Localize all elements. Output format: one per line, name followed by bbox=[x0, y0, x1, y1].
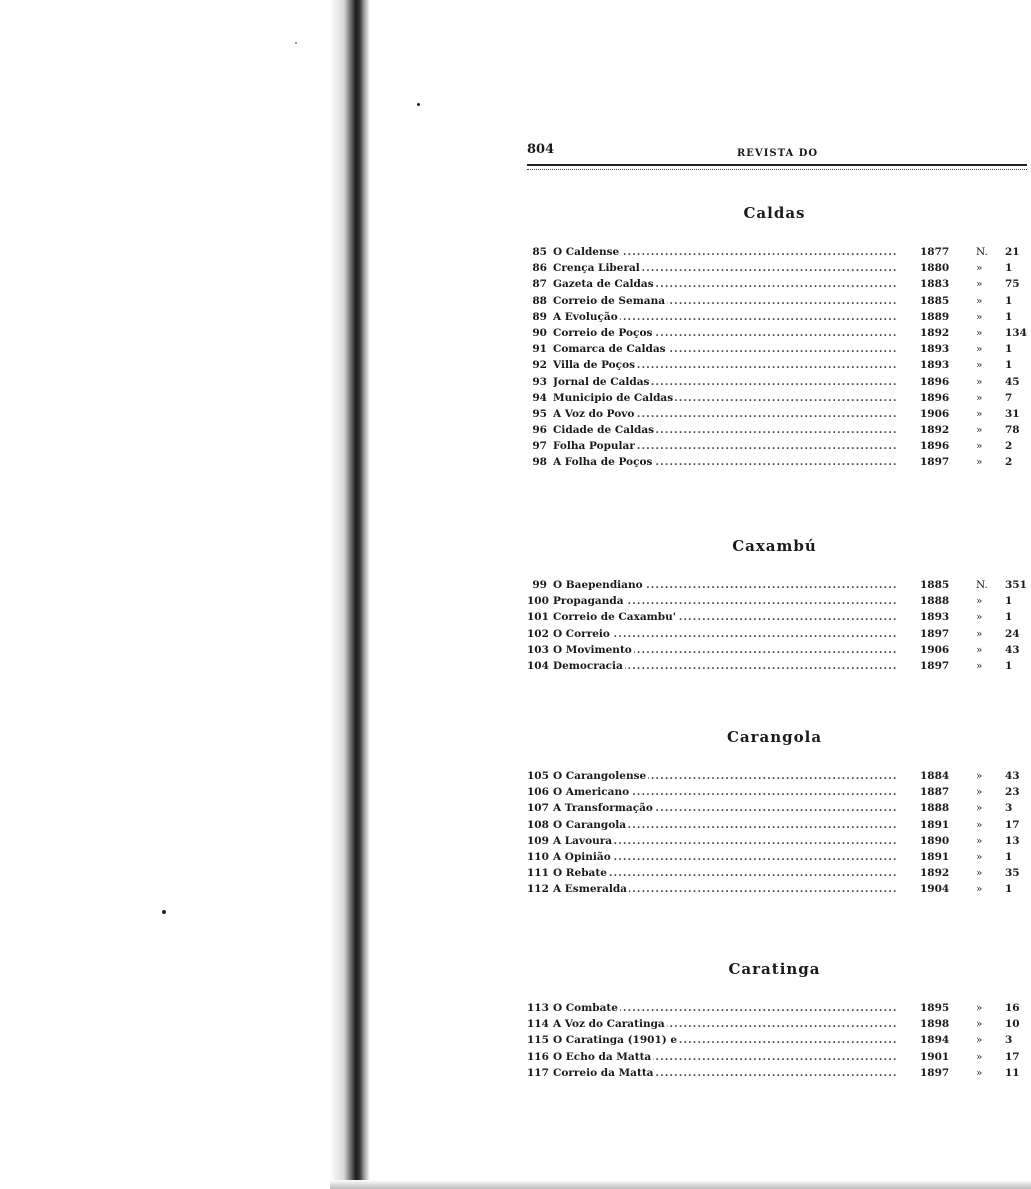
entry-number: 103 bbox=[527, 643, 549, 656]
entry-title-leader bbox=[553, 849, 897, 865]
entry-mark: » bbox=[976, 310, 983, 323]
list-item bbox=[527, 865, 1027, 881]
entry-list bbox=[527, 244, 1027, 471]
entry-mark: » bbox=[976, 407, 983, 420]
entry-mark: » bbox=[976, 391, 983, 404]
entry-title: Municipio de Caldas bbox=[553, 391, 674, 404]
list-item bbox=[527, 422, 1027, 438]
running-head: REVISTA DO bbox=[737, 148, 819, 159]
entry-title: Correio de Caxambu' bbox=[553, 611, 676, 624]
entry-count: 17 bbox=[1005, 818, 1020, 831]
book-gutter-shadow bbox=[330, 0, 370, 1189]
entry-mark: » bbox=[976, 867, 983, 880]
entry-year: 1894 bbox=[920, 1034, 950, 1047]
entry-number: 100 bbox=[527, 595, 549, 608]
entry-title: Jornal de Caldas bbox=[553, 375, 650, 388]
entry-title: O Americano bbox=[553, 786, 630, 799]
entry-number: 87 bbox=[532, 278, 547, 291]
entry-count: 16 bbox=[1005, 1002, 1020, 1014]
entry-count: 2 bbox=[1005, 440, 1013, 453]
list-item bbox=[527, 817, 1027, 833]
entry-title-leader bbox=[553, 260, 897, 276]
entry-count: 1 bbox=[1005, 659, 1013, 672]
entry-title-leader bbox=[553, 800, 897, 816]
entry-mark: » bbox=[976, 595, 983, 608]
header-rule bbox=[527, 164, 1027, 170]
entry-count: 1 bbox=[1005, 359, 1013, 372]
entry-mark: » bbox=[976, 343, 983, 356]
entry-mark: » bbox=[976, 424, 983, 437]
list-item bbox=[527, 406, 1027, 422]
list-item bbox=[527, 577, 1027, 593]
entry-mark: » bbox=[976, 643, 983, 656]
entry-title: O Rebate bbox=[553, 867, 607, 880]
entry-year: 1884 bbox=[920, 770, 950, 782]
document-page bbox=[527, 140, 1027, 1079]
entry-number: 106 bbox=[527, 786, 549, 799]
entry-number: 88 bbox=[532, 294, 547, 307]
entry-mark: » bbox=[976, 456, 983, 469]
entry-mark: » bbox=[976, 627, 983, 640]
entry-title-leader bbox=[553, 817, 897, 833]
entry-number: 91 bbox=[532, 343, 547, 356]
entry-mark: » bbox=[976, 802, 983, 815]
entry-year: 1896 bbox=[920, 440, 950, 453]
entry-count: 21 bbox=[1005, 246, 1020, 258]
entry-count: 1 bbox=[1005, 595, 1013, 608]
entry-title: Correio de Poços bbox=[553, 326, 653, 339]
entry-year: 1885 bbox=[920, 294, 950, 307]
entry-title-leader bbox=[553, 325, 897, 341]
entry-number: 96 bbox=[532, 424, 547, 437]
entry-title-leader bbox=[553, 833, 897, 849]
entry-number: 108 bbox=[527, 818, 549, 831]
entry-title: Correio de Semana bbox=[553, 294, 666, 307]
entry-title-leader bbox=[553, 406, 897, 422]
entry-mark: » bbox=[976, 440, 983, 453]
list-item bbox=[527, 658, 1027, 674]
section bbox=[527, 537, 1027, 674]
entry-title: Comarca de Caldas bbox=[553, 343, 666, 356]
entry-mark: » bbox=[976, 1002, 983, 1014]
entry-title-leader bbox=[553, 1016, 897, 1032]
section-title: Caldas bbox=[743, 204, 806, 222]
entry-title: O Movimento bbox=[553, 643, 632, 656]
entry-title: Cidade de Caldas bbox=[553, 424, 655, 437]
entry-year: 1888 bbox=[920, 802, 950, 815]
entry-title: O Correio bbox=[553, 627, 610, 640]
list-item bbox=[527, 309, 1027, 325]
entry-title: A Transformação bbox=[553, 802, 653, 815]
entry-number: 105 bbox=[527, 770, 549, 782]
entry-title: A Evolução bbox=[553, 310, 618, 323]
entry-number: 89 bbox=[532, 310, 547, 323]
entry-number: 97 bbox=[532, 440, 547, 453]
entry-title-leader bbox=[553, 422, 897, 438]
entry-year: 1897 bbox=[920, 1066, 950, 1079]
list-item bbox=[527, 626, 1027, 642]
entry-count: 13 bbox=[1005, 834, 1020, 847]
list-item bbox=[527, 244, 1027, 260]
list-item bbox=[527, 276, 1027, 292]
entry-count: 45 bbox=[1005, 375, 1020, 388]
entry-year: 1892 bbox=[920, 867, 950, 880]
entry-title-leader bbox=[553, 309, 897, 325]
entry-mark: » bbox=[976, 359, 983, 372]
section-title: Caratinga bbox=[728, 960, 821, 978]
entry-count: 134 bbox=[1005, 326, 1027, 339]
entry-title-leader bbox=[553, 784, 897, 800]
entry-title-leader bbox=[553, 1032, 897, 1048]
entry-number: 113 bbox=[527, 1002, 549, 1014]
entry-number: 117 bbox=[527, 1066, 549, 1079]
entry-title: A Opinião bbox=[553, 850, 611, 863]
entry-year: 1891 bbox=[920, 850, 950, 863]
entry-number: 114 bbox=[527, 1018, 549, 1031]
entry-year: 1877 bbox=[920, 246, 950, 258]
entry-title-leader bbox=[553, 454, 897, 470]
list-item bbox=[527, 609, 1027, 625]
entry-number: 85 bbox=[532, 246, 547, 258]
entry-title: Democracia bbox=[553, 659, 623, 672]
entry-number: 92 bbox=[532, 359, 547, 372]
entry-year: 1889 bbox=[920, 310, 950, 323]
ink-speck bbox=[162, 910, 166, 914]
entry-title-leader bbox=[553, 865, 897, 881]
entry-mark: » bbox=[976, 294, 983, 307]
entry-title-leader bbox=[553, 881, 897, 897]
entry-mark: » bbox=[976, 1018, 983, 1031]
entry-number: 95 bbox=[532, 407, 547, 420]
entry-count: 43 bbox=[1005, 770, 1020, 782]
entry-count: 1 bbox=[1005, 850, 1013, 863]
entry-title-leader bbox=[553, 642, 897, 658]
entry-title-leader bbox=[553, 438, 897, 454]
entry-year: 1885 bbox=[920, 579, 950, 591]
entry-number: 99 bbox=[532, 579, 547, 591]
entry-title-leader bbox=[553, 390, 897, 406]
entry-number: 110 bbox=[527, 850, 549, 863]
entry-mark: » bbox=[976, 770, 983, 782]
entry-count: 3 bbox=[1005, 802, 1013, 815]
entry-title-leader bbox=[553, 593, 897, 609]
entry-year: 1892 bbox=[920, 326, 950, 339]
list-item bbox=[527, 1049, 1027, 1065]
entry-mark: » bbox=[976, 1050, 983, 1063]
entry-mark: » bbox=[976, 278, 983, 291]
ink-speck bbox=[417, 103, 420, 106]
entry-count: 351 bbox=[1005, 579, 1027, 591]
entry-title-leader bbox=[553, 244, 897, 260]
entry-title: A Voz do Caratinga bbox=[553, 1018, 665, 1031]
entry-year: 1888 bbox=[920, 595, 950, 608]
entry-count: 24 bbox=[1005, 627, 1020, 640]
entry-mark: » bbox=[976, 326, 983, 339]
entry-count: 1 bbox=[1005, 883, 1013, 896]
list-item bbox=[527, 833, 1027, 849]
entry-title: A Lavoura bbox=[553, 834, 613, 847]
list-item bbox=[527, 390, 1027, 406]
entry-title: Propaganda bbox=[553, 595, 624, 608]
entry-count: 11 bbox=[1005, 1066, 1020, 1079]
entry-year: 1896 bbox=[920, 375, 950, 388]
entry-number: 102 bbox=[527, 627, 549, 640]
entry-count: 78 bbox=[1005, 424, 1020, 437]
entry-mark: » bbox=[976, 375, 983, 388]
entry-mark: » bbox=[976, 1066, 983, 1079]
entry-count: 1 bbox=[1005, 611, 1013, 624]
entry-count: 7 bbox=[1005, 391, 1013, 404]
entry-count: 35 bbox=[1005, 867, 1020, 880]
entry-title: Gazeta de Caldas bbox=[553, 278, 654, 291]
entry-count: 23 bbox=[1005, 786, 1020, 799]
list-item bbox=[527, 849, 1027, 865]
entry-year: 1883 bbox=[920, 278, 950, 291]
entry-number: 112 bbox=[527, 883, 549, 896]
entry-mark: » bbox=[976, 611, 983, 624]
entry-title: A Voz do Povo bbox=[553, 407, 635, 420]
list-item bbox=[527, 1065, 1027, 1081]
section bbox=[527, 204, 1027, 471]
entry-count: 43 bbox=[1005, 643, 1020, 656]
entry-list bbox=[527, 577, 1027, 674]
entry-number: 109 bbox=[527, 834, 549, 847]
entry-year: 1893 bbox=[920, 343, 950, 356]
entry-year: 1891 bbox=[920, 818, 950, 831]
list-item bbox=[527, 593, 1027, 609]
entry-title: A Folha de Poços bbox=[553, 456, 653, 469]
entry-mark: » bbox=[976, 834, 983, 847]
entry-year: 1897 bbox=[920, 627, 950, 640]
entry-count: 10 bbox=[1005, 1018, 1020, 1031]
entry-year: 1896 bbox=[920, 391, 950, 404]
entry-title-leader bbox=[553, 341, 897, 357]
entry-count: 3 bbox=[1005, 1034, 1013, 1047]
list-item bbox=[527, 642, 1027, 658]
list-item bbox=[527, 357, 1027, 373]
entry-title-leader bbox=[553, 1049, 897, 1065]
section bbox=[527, 960, 1027, 1081]
entry-mark: » bbox=[976, 659, 983, 672]
entry-year: 1904 bbox=[920, 883, 950, 896]
entry-title-leader bbox=[553, 768, 897, 784]
entry-year: 1898 bbox=[920, 1018, 950, 1031]
list-item bbox=[527, 260, 1027, 276]
entry-count: 1 bbox=[1005, 262, 1013, 275]
entry-title-leader bbox=[553, 609, 897, 625]
entry-year: 1890 bbox=[920, 834, 950, 847]
entry-title-leader bbox=[553, 1065, 897, 1081]
entry-title: O Caratinga (1901) e bbox=[553, 1034, 678, 1047]
entry-year: 1897 bbox=[920, 659, 950, 672]
entry-title-leader bbox=[553, 293, 897, 309]
section-title: Carangola bbox=[726, 728, 823, 746]
entry-number: 90 bbox=[532, 326, 547, 339]
entry-title: O Baependiano bbox=[553, 579, 643, 591]
entry-mark: N. bbox=[976, 579, 988, 591]
list-item bbox=[527, 784, 1027, 800]
list-item bbox=[527, 800, 1027, 816]
section-title: Caxambú bbox=[732, 537, 817, 555]
entry-title: O Carangolense bbox=[553, 770, 647, 782]
entry-mark: » bbox=[976, 1034, 983, 1047]
entry-title: A Esmeralda bbox=[553, 883, 627, 896]
entry-number: 94 bbox=[532, 391, 547, 404]
entry-year: 1906 bbox=[920, 643, 950, 656]
page-header bbox=[527, 140, 1027, 162]
entry-number: 101 bbox=[527, 611, 549, 624]
entry-year: 1901 bbox=[920, 1050, 950, 1063]
entry-title-leader bbox=[553, 276, 897, 292]
entry-count: 31 bbox=[1005, 407, 1020, 420]
entry-mark: N. bbox=[976, 246, 988, 258]
list-item bbox=[527, 881, 1027, 897]
entry-year: 1893 bbox=[920, 359, 950, 372]
entry-title-leader bbox=[553, 658, 897, 674]
entry-mark: » bbox=[976, 818, 983, 831]
entry-mark: » bbox=[976, 850, 983, 863]
entry-title: Crença Liberal bbox=[553, 262, 640, 275]
list-item bbox=[527, 768, 1027, 784]
entry-year: 1892 bbox=[920, 424, 950, 437]
entry-title: O Caldense bbox=[553, 246, 620, 258]
entry-list bbox=[527, 768, 1027, 898]
entry-title: Correio da Matta bbox=[553, 1066, 654, 1079]
entry-mark: » bbox=[976, 883, 983, 896]
entry-mark: » bbox=[976, 262, 983, 275]
section bbox=[527, 728, 1027, 898]
entry-title: O Carangola bbox=[553, 818, 627, 831]
entry-mark: » bbox=[976, 786, 983, 799]
entry-count: 1 bbox=[1005, 294, 1013, 307]
entry-number: 93 bbox=[532, 375, 547, 388]
entry-title: Villa de Poços bbox=[553, 359, 635, 372]
entry-number: 116 bbox=[527, 1050, 549, 1063]
entry-year: 1897 bbox=[920, 456, 950, 469]
entry-number: 111 bbox=[527, 867, 549, 880]
entry-number: 115 bbox=[527, 1034, 549, 1047]
entry-year: 1880 bbox=[920, 262, 950, 275]
entry-title-leader bbox=[553, 577, 897, 593]
entry-title-leader bbox=[553, 1000, 897, 1016]
list-item bbox=[527, 293, 1027, 309]
entry-title: O Echo da Matta bbox=[553, 1050, 652, 1063]
list-item bbox=[527, 341, 1027, 357]
ink-speck bbox=[295, 42, 297, 44]
list-item bbox=[527, 454, 1027, 470]
entry-title-leader bbox=[553, 357, 897, 373]
entry-title-leader bbox=[553, 626, 897, 642]
list-item bbox=[527, 325, 1027, 341]
entry-count: 1 bbox=[1005, 310, 1013, 323]
entry-year: 1887 bbox=[920, 786, 950, 799]
entry-count: 2 bbox=[1005, 456, 1013, 469]
entry-count: 17 bbox=[1005, 1050, 1020, 1063]
entry-list bbox=[527, 1000, 1027, 1081]
list-item bbox=[527, 1032, 1027, 1048]
list-item bbox=[527, 1016, 1027, 1032]
list-item bbox=[527, 1000, 1027, 1016]
entry-count: 1 bbox=[1005, 343, 1013, 356]
page-bottom-edge bbox=[330, 1180, 1031, 1189]
page-number: 804 bbox=[527, 142, 555, 157]
entry-number: 98 bbox=[532, 456, 547, 469]
entry-year: 1893 bbox=[920, 611, 950, 624]
list-item bbox=[527, 438, 1027, 454]
entry-number: 107 bbox=[527, 802, 549, 815]
entry-title-leader bbox=[553, 374, 897, 390]
entry-title: Folha Popular bbox=[553, 440, 635, 453]
list-item bbox=[527, 374, 1027, 390]
entry-count: 75 bbox=[1005, 278, 1020, 291]
entry-year: 1895 bbox=[920, 1002, 950, 1014]
entry-title: O Combate bbox=[553, 1002, 618, 1014]
entry-year: 1906 bbox=[920, 407, 950, 420]
entry-number: 104 bbox=[527, 659, 549, 672]
entry-number: 86 bbox=[532, 262, 547, 275]
